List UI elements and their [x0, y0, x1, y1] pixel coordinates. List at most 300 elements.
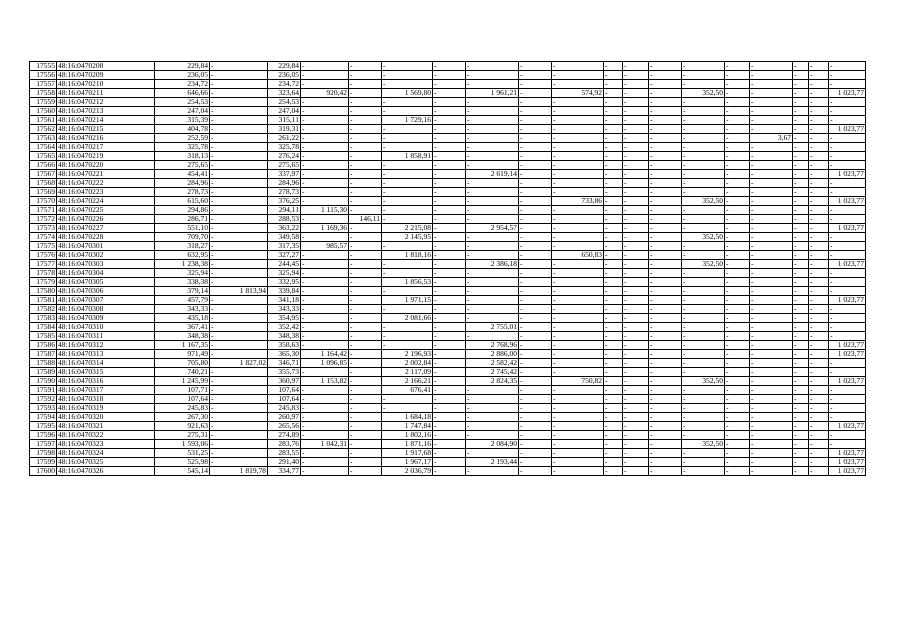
value-cell: -	[604, 134, 623, 143]
value-cell: -	[809, 314, 829, 323]
value-cell: -	[210, 80, 268, 89]
value-cell: -	[552, 206, 604, 215]
cadastral-number-cell: 48:16:0470322	[57, 431, 155, 440]
value-cell: 1 961,21	[466, 89, 519, 98]
value-cell: -	[552, 296, 604, 305]
value-cell: -	[750, 107, 793, 116]
value-cell: -	[552, 161, 604, 170]
value-cell: -	[433, 188, 466, 197]
value-cell: 1 023,77	[829, 377, 866, 386]
row-number-cell: 17562	[30, 125, 57, 134]
value-cell: -	[682, 467, 725, 476]
value-cell: 2 745,42	[466, 368, 519, 377]
value-cell: -	[750, 260, 793, 269]
value-cell: -	[433, 449, 466, 458]
value-cell: -	[519, 359, 552, 368]
value-cell: 1 569,80	[382, 89, 433, 98]
table-row	[30, 161, 866, 170]
value-cell: -	[649, 458, 682, 467]
value-cell: -	[604, 431, 623, 440]
value-cell: 254,53	[155, 98, 210, 107]
value-cell: -	[793, 386, 809, 395]
value-cell: -	[809, 242, 829, 251]
table-row	[30, 233, 866, 242]
cadastral-number-cell: 48:16:0470208	[57, 62, 155, 71]
value-cell: -	[623, 350, 649, 359]
value-cell: 545,14	[155, 467, 210, 476]
row-number-cell: 17593	[30, 404, 57, 413]
value-cell: -	[809, 233, 829, 242]
value-cell: -	[623, 170, 649, 179]
value-cell: -	[301, 143, 349, 152]
value-cell: -	[604, 341, 623, 350]
value-cell: -	[682, 251, 725, 260]
value-cell: -	[725, 404, 750, 413]
value-cell: -	[793, 71, 809, 80]
table-row	[30, 188, 866, 197]
table-row	[30, 377, 866, 386]
value-cell: -	[382, 107, 433, 116]
value-cell: -	[552, 314, 604, 323]
value-cell: -	[649, 260, 682, 269]
row-number-cell: 17568	[30, 179, 57, 188]
value-cell: -	[809, 206, 829, 215]
value-cell: -	[433, 251, 466, 260]
value-cell: -	[433, 116, 466, 125]
row-number-cell: 17585	[30, 332, 57, 341]
value-cell: -	[433, 368, 466, 377]
row-number-cell: 17576	[30, 251, 57, 260]
value-cell: -	[725, 143, 750, 152]
value-cell: -	[604, 80, 623, 89]
table-row	[30, 278, 866, 287]
value-cell: -	[682, 215, 725, 224]
value-cell: -	[519, 278, 552, 287]
value-cell: -	[349, 179, 382, 188]
value-cell: -	[623, 341, 649, 350]
table-row	[30, 80, 866, 89]
value-cell: -	[649, 296, 682, 305]
cadastral-number-cell: 48:16:0470221	[57, 170, 155, 179]
value-cell: -	[519, 395, 552, 404]
value-cell: -	[604, 107, 623, 116]
value-cell: -	[623, 404, 649, 413]
value-cell: -	[604, 161, 623, 170]
value-cell: 363,22	[268, 224, 301, 233]
value-cell: -	[433, 305, 466, 314]
row-number-cell: 17559	[30, 98, 57, 107]
value-cell: -	[829, 206, 866, 215]
value-cell: -	[725, 269, 750, 278]
row-number-cell: 17590	[30, 377, 57, 386]
value-cell: -	[519, 116, 552, 125]
value-cell: -	[433, 242, 466, 251]
value-cell: -	[829, 134, 866, 143]
value-cell: -	[682, 386, 725, 395]
value-cell: 1 023,77	[829, 341, 866, 350]
value-cell: -	[649, 170, 682, 179]
cadastral-number-cell: 48:16:0470212	[57, 98, 155, 107]
cadastral-number-cell: 48:16:0470316	[57, 377, 155, 386]
value-cell: -	[725, 296, 750, 305]
value-cell: -	[604, 197, 623, 206]
value-cell: -	[649, 440, 682, 449]
table-row	[30, 251, 866, 260]
value-cell: -	[623, 269, 649, 278]
row-number-cell: 17575	[30, 242, 57, 251]
value-cell: 376,25	[268, 197, 301, 206]
value-cell: -	[809, 89, 829, 98]
value-cell: -	[750, 395, 793, 404]
value-cell: -	[382, 134, 433, 143]
table-row	[30, 404, 866, 413]
cadastral-number-cell: 48:16:0470211	[57, 89, 155, 98]
value-cell: 325,94	[155, 269, 210, 278]
value-cell: -	[604, 314, 623, 323]
value-cell: 315,11	[268, 116, 301, 125]
value-cell: -	[349, 242, 382, 251]
value-cell: 283,55	[268, 449, 301, 458]
table-row	[30, 143, 866, 152]
value-cell: -	[301, 431, 349, 440]
value-cell: -	[809, 251, 829, 260]
value-cell: 332,95	[268, 278, 301, 287]
value-cell: -	[466, 179, 519, 188]
value-cell: 1 827,02	[210, 359, 268, 368]
value-cell: -	[349, 359, 382, 368]
value-cell: -	[682, 152, 725, 161]
value-cell: -	[725, 440, 750, 449]
value-cell: -	[829, 152, 866, 161]
value-cell: -	[301, 422, 349, 431]
value-cell: 275,31	[155, 431, 210, 440]
value-cell: 574,92	[552, 89, 604, 98]
value-cell: -	[519, 368, 552, 377]
value-cell: 334,77	[268, 467, 301, 476]
value-cell: 646,66	[155, 89, 210, 98]
table-row	[30, 458, 866, 467]
value-cell: -	[466, 116, 519, 125]
value-cell: -	[809, 80, 829, 89]
value-cell: 278,73	[155, 188, 210, 197]
value-cell: 286,71	[155, 215, 210, 224]
value-cell: 337,97	[268, 170, 301, 179]
value-cell: -	[725, 242, 750, 251]
value-cell: -	[604, 62, 623, 71]
value-cell: -	[382, 197, 433, 206]
row-number-cell: 17572	[30, 215, 57, 224]
value-cell: -	[793, 143, 809, 152]
value-cell: -	[604, 89, 623, 98]
value-cell: -	[793, 296, 809, 305]
table-row	[30, 386, 866, 395]
value-cell: -	[649, 71, 682, 80]
value-cell: -	[466, 161, 519, 170]
table-row	[30, 170, 866, 179]
table-row	[30, 107, 866, 116]
value-cell: -	[623, 440, 649, 449]
value-cell: -	[682, 296, 725, 305]
value-cell: -	[649, 188, 682, 197]
value-cell: 1 169,36	[301, 224, 349, 233]
value-cell: 1 023,77	[829, 125, 866, 134]
value-cell: -	[301, 287, 349, 296]
value-cell: -	[349, 368, 382, 377]
value-cell: -	[382, 215, 433, 224]
value-cell: -	[519, 206, 552, 215]
value-cell: -	[552, 152, 604, 161]
value-cell: -	[829, 80, 866, 89]
value-cell: 379,14	[155, 287, 210, 296]
value-cell: 318,13	[155, 152, 210, 161]
value-cell: 265,56	[268, 422, 301, 431]
value-cell: -	[682, 305, 725, 314]
value-cell: -	[433, 98, 466, 107]
value-cell: 676,41	[382, 386, 433, 395]
value-cell: -	[349, 188, 382, 197]
value-cell: -	[623, 188, 649, 197]
value-cell: -	[623, 323, 649, 332]
value-cell: -	[466, 413, 519, 422]
value-cell: -	[649, 377, 682, 386]
value-cell: -	[519, 440, 552, 449]
value-cell: -	[750, 458, 793, 467]
value-cell: -	[301, 467, 349, 476]
value-cell: -	[725, 224, 750, 233]
value-cell: 435,18	[155, 314, 210, 323]
value-cell: -	[466, 80, 519, 89]
value-cell: -	[552, 440, 604, 449]
value-cell: -	[682, 80, 725, 89]
value-cell: -	[519, 422, 552, 431]
value-cell: -	[210, 107, 268, 116]
value-cell: -	[623, 233, 649, 242]
row-number-cell: 17595	[30, 422, 57, 431]
value-cell: -	[466, 278, 519, 287]
value-cell: -	[349, 134, 382, 143]
value-cell: -	[552, 62, 604, 71]
value-cell: -	[433, 458, 466, 467]
row-number-cell: 17555	[30, 62, 57, 71]
value-cell: -	[829, 251, 866, 260]
value-cell: -	[623, 296, 649, 305]
value-cell: -	[829, 62, 866, 71]
row-number-cell: 17579	[30, 278, 57, 287]
value-cell: -	[301, 215, 349, 224]
value-cell: 278,73	[268, 188, 301, 197]
value-cell: -	[466, 134, 519, 143]
value-cell: -	[793, 170, 809, 179]
value-cell: -	[829, 332, 866, 341]
value-cell: -	[519, 125, 552, 134]
value-cell: -	[210, 242, 268, 251]
cadastral-number-cell: 48:16:0470325	[57, 458, 155, 467]
value-cell: -	[433, 125, 466, 134]
cadastral-number-cell: 48:16:0470326	[57, 467, 155, 476]
value-cell: -	[552, 395, 604, 404]
value-cell: -	[682, 242, 725, 251]
value-cell: -	[210, 71, 268, 80]
value-cell: -	[649, 152, 682, 161]
value-cell: 3,67	[750, 134, 793, 143]
value-cell: -	[552, 125, 604, 134]
value-cell: 2 386,18	[466, 260, 519, 269]
table-row	[30, 206, 866, 215]
value-cell: -	[604, 287, 623, 296]
value-cell: -	[604, 395, 623, 404]
value-cell: -	[433, 467, 466, 476]
value-cell: -	[809, 377, 829, 386]
value-cell: -	[649, 386, 682, 395]
row-number-cell: 17560	[30, 107, 57, 116]
table-row	[30, 422, 866, 431]
value-cell: -	[519, 98, 552, 107]
value-cell: -	[604, 278, 623, 287]
value-cell: -	[793, 368, 809, 377]
table-row	[30, 269, 866, 278]
value-cell: -	[466, 215, 519, 224]
value-cell: -	[809, 134, 829, 143]
row-number-cell: 17570	[30, 197, 57, 206]
value-cell: -	[829, 287, 866, 296]
value-cell: -	[649, 206, 682, 215]
value-cell: -	[519, 386, 552, 395]
value-cell: -	[433, 260, 466, 269]
value-cell: 1 802,16	[382, 431, 433, 440]
value-cell: -	[682, 269, 725, 278]
value-cell: -	[793, 125, 809, 134]
value-cell: -	[623, 467, 649, 476]
value-cell: 2 954,57	[466, 224, 519, 233]
value-cell: -	[725, 422, 750, 431]
cadastral-number-cell: 48:16:0470228	[57, 233, 155, 242]
value-cell: -	[682, 395, 725, 404]
table-row	[30, 224, 866, 233]
value-cell: -	[623, 224, 649, 233]
table-row	[30, 134, 866, 143]
value-cell: -	[519, 179, 552, 188]
value-cell: 315,39	[155, 116, 210, 125]
value-cell: -	[725, 107, 750, 116]
value-cell: 921,63	[155, 422, 210, 431]
value-cell: -	[809, 332, 829, 341]
value-cell: -	[793, 251, 809, 260]
value-cell: -	[750, 71, 793, 80]
value-cell: 352,50	[682, 377, 725, 386]
cadastral-number-cell: 48:16:0470220	[57, 161, 155, 170]
value-cell: -	[604, 404, 623, 413]
value-cell: -	[519, 287, 552, 296]
value-cell: -	[809, 305, 829, 314]
value-cell: -	[210, 152, 268, 161]
value-cell: -	[793, 431, 809, 440]
value-cell: -	[750, 296, 793, 305]
value-cell: -	[519, 404, 552, 413]
value-cell: 1 819,78	[210, 467, 268, 476]
value-cell: 283,76	[268, 440, 301, 449]
value-cell: -	[210, 233, 268, 242]
value-cell: -	[725, 98, 750, 107]
value-cell: -	[750, 278, 793, 287]
value-cell: -	[793, 404, 809, 413]
value-cell: -	[725, 395, 750, 404]
value-cell: -	[649, 251, 682, 260]
cadastral-number-cell: 48:16:0470214	[57, 116, 155, 125]
value-cell: -	[750, 305, 793, 314]
value-cell: -	[604, 125, 623, 134]
value-cell: 352,50	[682, 260, 725, 269]
value-cell: -	[519, 296, 552, 305]
value-cell: -	[682, 107, 725, 116]
value-cell: -	[604, 98, 623, 107]
value-cell: -	[793, 458, 809, 467]
value-cell: -	[349, 440, 382, 449]
value-cell: -	[649, 350, 682, 359]
value-cell: -	[623, 251, 649, 260]
value-cell: -	[829, 269, 866, 278]
value-cell: -	[466, 233, 519, 242]
value-cell: -	[604, 449, 623, 458]
value-cell: -	[623, 278, 649, 287]
cadastral-number-cell: 48:16:0470317	[57, 386, 155, 395]
value-cell: -	[552, 269, 604, 278]
data-table	[29, 61, 866, 476]
value-cell: 2 081,66	[382, 314, 433, 323]
table-row	[30, 368, 866, 377]
value-cell: -	[552, 413, 604, 422]
value-cell: -	[725, 386, 750, 395]
value-cell: 355,73	[268, 368, 301, 377]
value-cell: -	[623, 62, 649, 71]
value-cell: -	[682, 413, 725, 422]
value-cell: -	[682, 332, 725, 341]
value-cell: -	[433, 350, 466, 359]
value-cell: -	[750, 251, 793, 260]
value-cell: -	[349, 287, 382, 296]
value-cell: -	[552, 71, 604, 80]
row-number-cell: 17563	[30, 134, 57, 143]
value-cell: -	[210, 188, 268, 197]
value-cell: -	[349, 332, 382, 341]
value-cell: -	[750, 206, 793, 215]
value-cell: -	[793, 233, 809, 242]
value-cell: -	[433, 89, 466, 98]
cadastral-number-cell: 48:16:0470222	[57, 179, 155, 188]
value-cell: -	[519, 62, 552, 71]
value-cell: 615,60	[155, 197, 210, 206]
cadastral-number-cell: 48:16:0470313	[57, 350, 155, 359]
value-cell: -	[519, 467, 552, 476]
value-cell: -	[649, 359, 682, 368]
value-cell: -	[466, 206, 519, 215]
value-cell: 365,30	[268, 350, 301, 359]
value-cell: -	[793, 242, 809, 251]
cadastral-number-cell: 48:16:0470303	[57, 260, 155, 269]
value-cell: -	[750, 332, 793, 341]
value-cell: 2 084,90	[466, 440, 519, 449]
value-cell: -	[809, 215, 829, 224]
value-cell: -	[809, 287, 829, 296]
value-cell: -	[382, 161, 433, 170]
value-cell: -	[552, 386, 604, 395]
value-cell: -	[682, 206, 725, 215]
value-cell: -	[349, 269, 382, 278]
value-cell: -	[552, 188, 604, 197]
value-cell: -	[623, 152, 649, 161]
value-cell: 2 886,00	[466, 350, 519, 359]
cadastral-number-cell: 48:16:0470324	[57, 449, 155, 458]
value-cell: -	[682, 422, 725, 431]
